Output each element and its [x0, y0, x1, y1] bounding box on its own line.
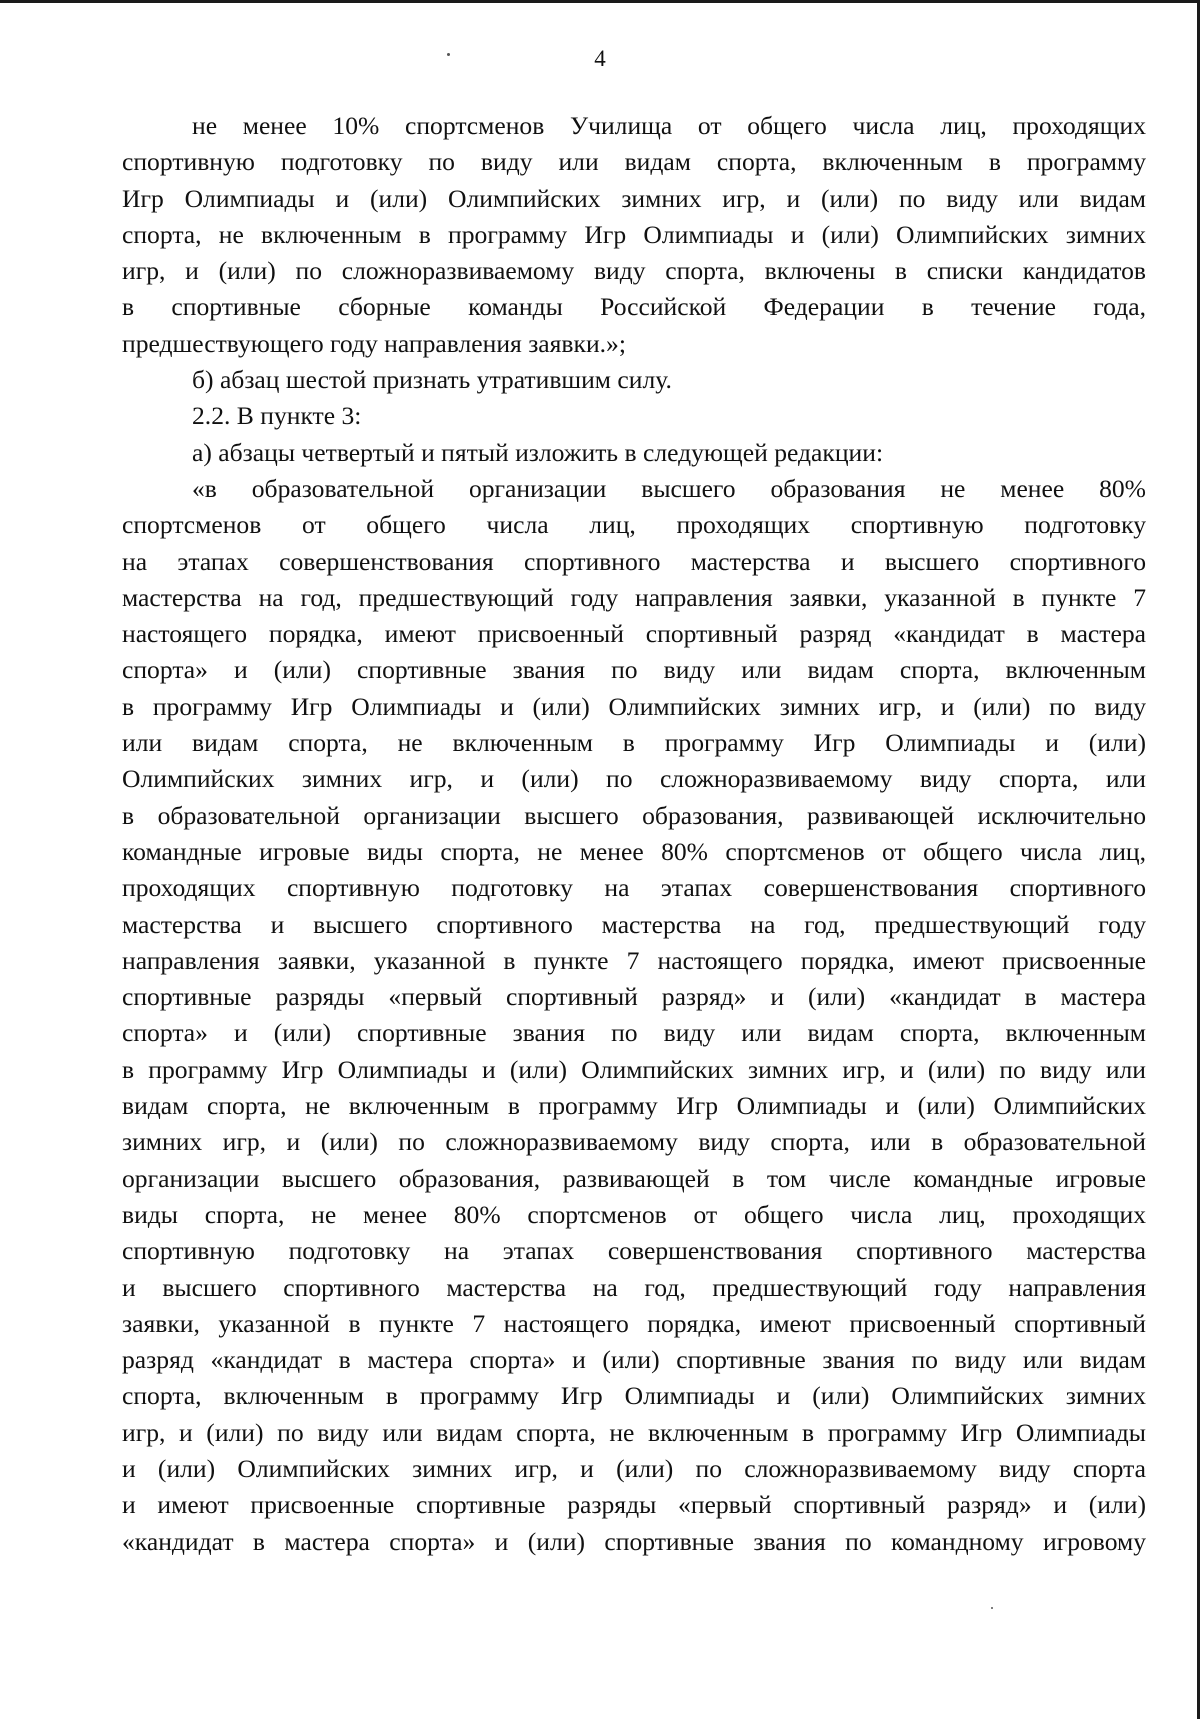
text-line: в программу Игр Олимпиады и (или) Олимпийских зимних игр, и (или) по виду — [122, 691, 1146, 721]
text-line: не менее 10% спортсменов Училища от общего числа лиц, проходящих — [192, 111, 1146, 140]
text-line: «кандидат в мастера спорта» и (или) спортивные звания по командному игровому — [122, 1526, 1146, 1556]
text-line: спорта» и (или) спортивные звания по виду или видам спорта, включенным — [122, 655, 1146, 685]
text-line: видам спорта, не включенным в программу Игр Олимпиады и (или) Олимпийских — [122, 1091, 1146, 1121]
text-line: настоящего порядка, имеют присвоенный спортивный разряд «кандидат в мастера — [122, 619, 1146, 649]
text-line: спорта, не включенным в программу Игр Олимпиады и (или) Олимпийских зимних — [122, 219, 1146, 249]
text-line: «в образовательной организации высшего образования не менее 80% — [192, 473, 1146, 503]
text-line: командные игровые виды спорта, не менее 80% спортсменов от общего числа лиц, — [122, 836, 1146, 866]
text-line: или видам спорта, не включенным в программу Игр Олимпиады и (или) — [122, 728, 1146, 758]
text-line: заявки, указанной в пункте 7 настоящего порядка, имеют присвоенный спортивный — [122, 1308, 1146, 1338]
text-line: мастерства на год, предшествующий году направления заявки, указанной в пункте 7 — [122, 582, 1146, 612]
text-line: Игр Олимпиады и (или) Олимпийских зимних игр, и (или) по виду или видам — [122, 183, 1146, 213]
text-line: организации высшего образования, развивающей в том числе командные игровые — [122, 1163, 1146, 1193]
text-line: Олимпийских зимних игр, и (или) по сложноразвиваемому виду спорта, или — [122, 764, 1146, 794]
text-line: спортивную подготовку по виду или видам спорта, включенным в программу — [122, 147, 1146, 177]
text-line: и имеют присвоенные спортивные разряды «первый спортивный разряд» и (или) — [122, 1490, 1146, 1520]
text-line: мастерства и высшего спортивного мастерства на год, предшествующий году — [122, 909, 1146, 939]
text-line: разряд «кандидат в мастера спорта» и (или) спортивные звания по виду или видам — [122, 1345, 1146, 1375]
text-line: в образовательной организации высшего образования, развивающей исключительно — [122, 800, 1146, 830]
text-line: спорта» и (или) спортивные звания по виду или видам спорта, включенным — [122, 1018, 1146, 1048]
scan-speck — [991, 1607, 993, 1609]
text-line: спортивную подготовку на этапах совершенствования спортивного мастерства — [122, 1236, 1146, 1266]
text-line: спортсменов от общего числа лиц, проходящих спортивную подготовку — [122, 510, 1146, 540]
scan-border-top — [0, 0, 1200, 3]
text-line: 2.2. В пункте 3: — [192, 401, 362, 431]
text-line: спортивные разряды «первый спортивный разряд» и (или) «кандидат в мастера — [122, 982, 1146, 1012]
text-line: на этапах совершенствования спортивного мастерства и высшего спортивного — [122, 546, 1146, 576]
text-line: предшествующего году направления заявки.»; — [122, 328, 626, 358]
text-line: игр, и (или) по виду или видам спорта, не включенным в программу Игр Олимпиады — [122, 1417, 1146, 1447]
text-line: виды спорта, не менее 80% спортсменов от общего числа лиц, проходящих — [122, 1199, 1146, 1229]
text-line: зимних игр, и (или) по сложноразвиваемому виду спорта, или в образовательной — [122, 1127, 1146, 1157]
text-line: и высшего спортивного мастерства на год, предшествующий году направления — [122, 1272, 1146, 1302]
text-line: направления заявки, указанной в пункте 7 настоящего порядка, имеют присвоенные — [122, 945, 1146, 975]
text-line: спорта, включенным в программу Игр Олимпиады и (или) Олимпийских зимних — [122, 1381, 1146, 1411]
text-line: б) абзац шестой признать утратившим силу. — [192, 365, 672, 395]
text-line: и (или) Олимпийских зимних игр, и (или) по сложноразвиваемому виду спорта — [122, 1453, 1146, 1483]
text-line: а) абзацы четвертый и пятый изложить в следующей редакции: — [192, 437, 884, 467]
text-line: в программу Игр Олимпиады и (или) Олимпийских зимних игр, и (или) по виду или — [122, 1054, 1146, 1084]
page-number: 4 — [594, 46, 606, 71]
text-line: проходящих спортивную подготовку на этапах совершенствования спортивного — [122, 873, 1146, 903]
document-body — [122, 108, 1146, 1560]
text-line: игр, и (или) по сложноразвиваемому виду спорта, включены в списки кандидатов — [122, 256, 1146, 286]
text-line: в спортивные сборные команды Российской Федерации в течение года, — [122, 292, 1146, 322]
